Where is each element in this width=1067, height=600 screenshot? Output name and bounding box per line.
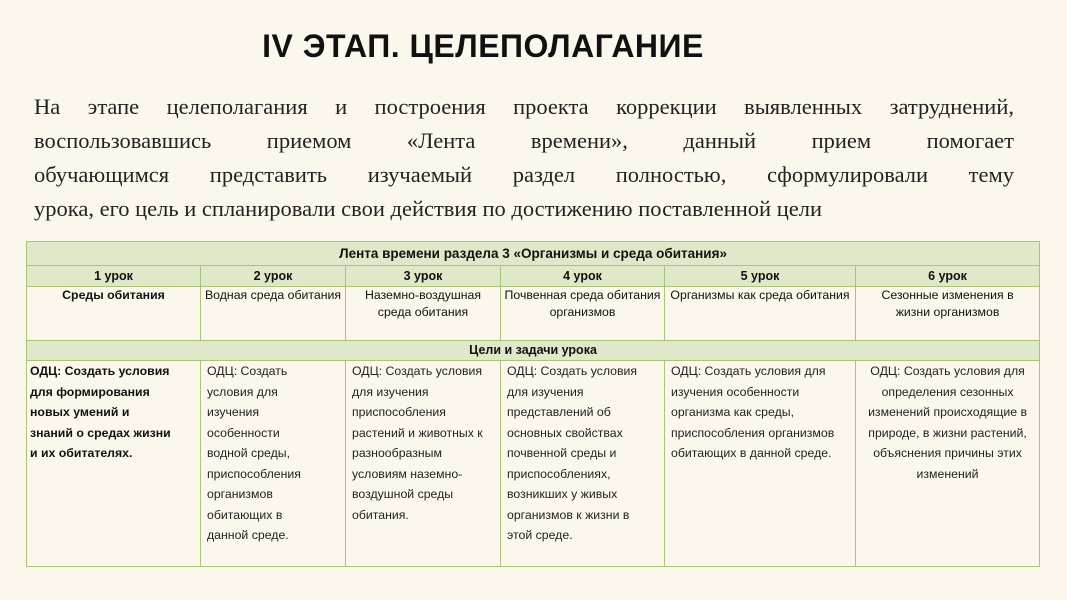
timeline-table bbox=[26, 241, 1040, 567]
lesson-task: ОДЦ: Создать условия для изучения особенности водной среды, приспособления организмов обитающих в данной среде. bbox=[201, 361, 346, 567]
lesson-task: ОДЦ: Создать условия для изучения особенности организма как среды, приспособления организмов обитающих в данной среде. bbox=[665, 361, 856, 567]
lesson-task: ОДЦ: Создать условия для изучения приспособления растений и животных к разнообразным условиям наземно-воздушной среды обитания. bbox=[346, 361, 501, 567]
topics-row bbox=[27, 287, 1040, 341]
lesson-task: ОДЦ: Создать условия для изучения представлений об основных свойствах почвенной среды и приспособлениях, возникших у живых организмов к жизни в этой среде. bbox=[501, 361, 665, 567]
goals-header-row bbox=[27, 341, 1040, 361]
lesson-header: 3 урок bbox=[346, 266, 501, 287]
lesson-header: 4 урок bbox=[501, 266, 665, 287]
lesson-header: 2 урок bbox=[201, 266, 346, 287]
lesson-topic: Сезонные изменения в жизни организмов bbox=[856, 287, 1040, 341]
intro-line: воспользовавшись приемом «Лента времени», данный прием помогает bbox=[34, 128, 1014, 153]
tasks-row bbox=[27, 361, 1040, 567]
slide-title: IV ЭТАП. ЦЕЛЕПОЛАГАНИЕ bbox=[262, 28, 704, 64]
lesson-topic: Среды обитания bbox=[27, 287, 201, 341]
intro-line: урока, его цель и спланировали свои действия по достижению поставленной цели bbox=[34, 196, 823, 221]
lesson-topic: Наземно-воздушная среда обитания bbox=[346, 287, 501, 341]
lesson-header: 1 урок bbox=[27, 266, 201, 287]
lesson-topic: Водная среда обитания bbox=[201, 287, 346, 341]
lesson-topic: Почвенная среда обитания организмов bbox=[501, 287, 665, 341]
lesson-header: 6 урок bbox=[856, 266, 1040, 287]
table-title: Лента времени раздела 3 «Организмы и среда обитания» bbox=[27, 242, 1040, 266]
lessons-row bbox=[27, 266, 1040, 287]
lesson-header: 5 урок bbox=[665, 266, 856, 287]
table-title-row bbox=[27, 242, 1040, 266]
lesson-task: ОДЦ: Создать условия для определения сезонных изменений происходящие в природе, в жизни растений, объяснения причины этих изменений bbox=[856, 361, 1040, 567]
intro-line: обучающимся представить изучаемый раздел полностью, сформулировали тему bbox=[34, 162, 1014, 187]
lesson-topic: Организмы как среда обитания bbox=[665, 287, 856, 341]
goals-header: Цели и задачи урока bbox=[27, 341, 1040, 361]
intro-paragraph bbox=[34, 90, 1014, 226]
lesson-task: ОДЦ: Создать условия для формирования новых умений и знаний о средах жизни и их обитателях. bbox=[27, 361, 201, 567]
intro-line: На этапе целеполагания и построения проекта коррекции выявленных затруднений, bbox=[34, 94, 1014, 119]
